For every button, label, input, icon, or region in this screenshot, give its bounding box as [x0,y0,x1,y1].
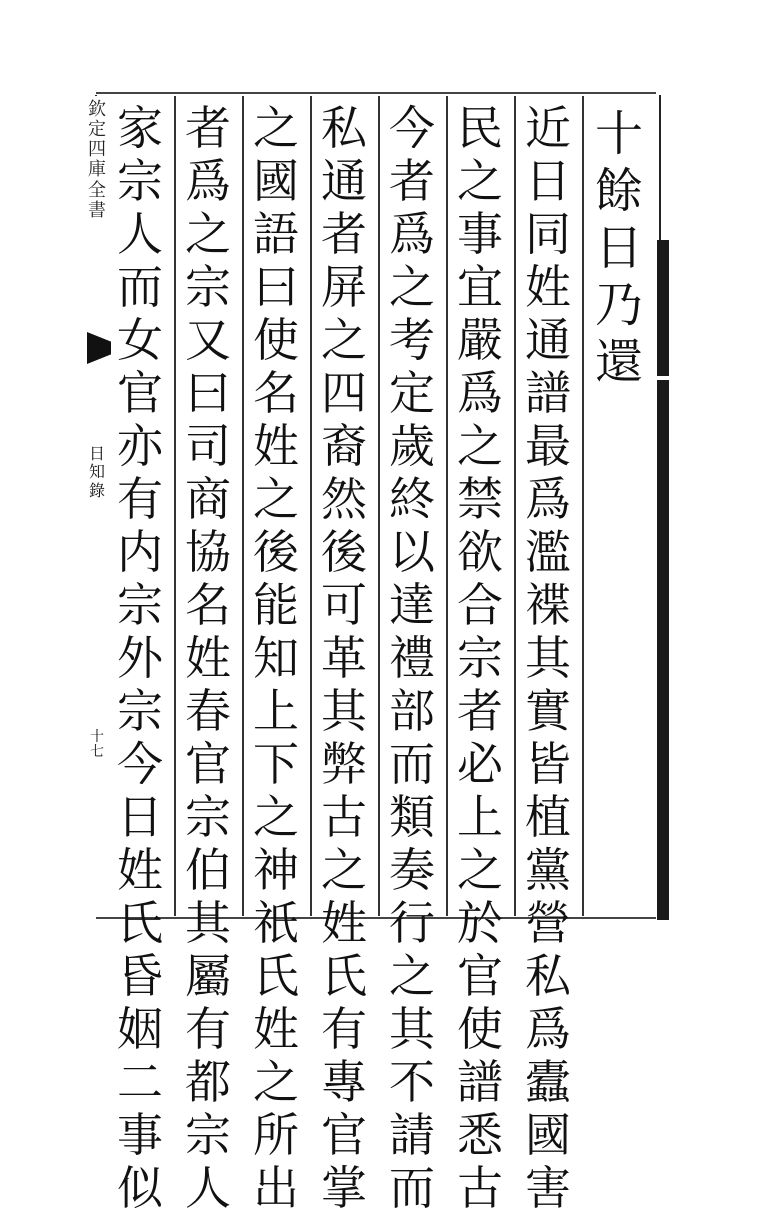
column-rule [514,96,516,916]
glyph: 於 [457,896,503,950]
glyph: 可 [321,578,367,632]
glyph: 官 [117,366,163,420]
glyph: 官 [321,1108,367,1162]
glyph: 考 [389,313,435,367]
glyph: 禮 [389,631,435,685]
column-rule [174,96,176,916]
glyph: 今 [117,737,163,791]
glyph: 之 [253,790,299,844]
glyph: 名 [253,366,299,420]
glyph: 宜 [457,260,503,314]
glyph: 十 [594,106,643,162]
text-column-2 [449,101,511,1218]
glyph: 似 [117,1161,163,1215]
glyph: 商 [185,472,231,526]
glyph: 人 [185,1161,231,1215]
text-column-4 [313,101,375,1218]
glyph: 者 [457,684,503,738]
glyph: 其 [389,1002,435,1056]
glyph: 近 [525,101,571,155]
glyph: 姻 [117,1002,163,1056]
glyph: 四 [321,366,367,420]
glyph: 之 [321,843,367,897]
glyph: 爲 [457,366,503,420]
glyph: 最 [525,419,571,473]
glyph: 人 [117,207,163,261]
glyph: 外 [117,631,163,685]
glyph: 日 [525,154,571,208]
glyph: 神 [253,843,299,897]
glyph: 宗 [185,260,231,314]
glyph: 之 [253,472,299,526]
glyph: 之 [321,313,367,367]
glyph: 不 [389,1055,435,1109]
text-column-7 [109,101,171,1218]
glyph: 二 [117,1055,163,1109]
glyph: 通 [525,313,571,367]
book-title [89,445,105,500]
glyph: 餘 [594,163,643,219]
glyph: 之 [389,260,435,314]
glyph: 全 [88,179,106,201]
glyph: 終 [389,472,435,526]
glyph: 宗 [185,790,231,844]
glyph: 欽 [88,99,106,120]
glyph: 欲 [457,525,503,579]
glyph: 歲 [389,419,435,473]
glyph: 名 [185,578,231,632]
glyph: 專 [321,1055,367,1109]
glyph: 姓 [321,896,367,950]
glyph: 日 [117,790,163,844]
glyph: 都 [185,1055,231,1109]
glyph: 七 [90,743,104,760]
glyph: 錄 [89,480,106,500]
glyph: 宗 [117,154,163,208]
glyph: 使 [457,1002,503,1056]
glyph: 之 [253,101,299,155]
glyph: 氏 [321,949,367,1003]
glyph: 姓 [117,843,163,897]
glyph: 爲 [525,1002,571,1056]
glyph: 語 [253,207,299,261]
glyph: 民 [457,101,503,155]
glyph: 使 [253,313,299,367]
glyph: 宗 [117,578,163,632]
glyph: 皆 [525,737,571,791]
glyph: 之 [253,1055,299,1109]
glyph: 今 [389,101,435,155]
text-column-6 [177,101,239,1218]
text-column-3 [381,101,443,1218]
glyph: 定 [389,366,435,420]
glyph: 革 [321,631,367,685]
glyph: 黨 [525,843,571,897]
glyph: 十 [90,729,104,745]
glyph: 屏 [321,260,367,314]
glyph: 事 [117,1108,163,1162]
glyph: 氏 [117,896,163,950]
glyph: 私 [525,949,571,1003]
glyph: 營 [525,896,571,950]
glyph: 蠹 [525,1055,571,1109]
glyph: 定 [88,119,106,141]
glyph: 者 [321,207,367,261]
glyph: 有 [185,1002,231,1056]
glyph: 合 [457,578,503,632]
edition-label [87,100,107,221]
glyph: 之 [457,419,503,473]
glyph: 必 [457,737,503,791]
glyph: 知 [253,631,299,685]
glyph: 上 [457,790,503,844]
glyph: 植 [525,790,571,844]
glyph: 而 [389,737,435,791]
glyph: 譜 [457,1055,503,1109]
glyph: 者 [185,101,231,155]
glyph: 之 [457,843,503,897]
glyph: 還 [594,334,643,390]
glyph: 古 [457,1161,503,1215]
glyph: 之 [457,154,503,208]
glyph: 能 [253,578,299,632]
glyph: 爲 [185,154,231,208]
glyph: 伯 [185,843,231,897]
glyph: 譜 [525,366,571,420]
glyph: 禁 [457,472,503,526]
glyph: 其 [525,631,571,685]
glyph: 通 [321,154,367,208]
glyph: 者 [389,154,435,208]
glyph: 國 [253,154,299,208]
glyph: 弊 [321,737,367,791]
text-column-1 [517,101,579,1218]
glyph: 宗 [185,1108,231,1162]
column-rule [378,96,380,916]
glyph: 氏 [253,949,299,1003]
glyph: 日 [89,444,106,463]
glyph: 春 [185,684,231,738]
spine-edge [657,240,669,920]
glyph: 宗 [457,631,503,685]
glyph: 昏 [117,949,163,1003]
glyph: 有 [117,472,163,526]
glyph: 協 [185,525,231,579]
glyph: 屬 [185,949,231,1003]
column-rule [310,96,312,916]
glyph: 事 [457,207,503,261]
glyph: 以 [389,525,435,579]
glyph: 官 [457,949,503,1003]
glyph: 祇 [253,896,299,950]
glyph: 四 [88,139,106,161]
glyph: 同 [525,207,571,261]
column-rule [242,96,244,916]
glyph: 國 [525,1108,571,1162]
glyph: 所 [253,1108,299,1162]
top-border [96,92,656,94]
page-number [89,730,105,759]
glyph: 之 [185,207,231,261]
glyph: 家 [117,101,163,155]
glyph: 而 [117,260,163,314]
glyph: 奏 [389,843,435,897]
title-column [592,106,646,395]
glyph: 部 [389,684,435,738]
glyph: 内 [117,525,163,579]
glyph: 出 [253,1161,299,1215]
glyph: 古 [321,790,367,844]
glyph: 知 [89,462,106,482]
glyph: 而 [389,1161,435,1215]
glyph: 然 [321,472,367,526]
glyph: 悉 [457,1108,503,1162]
glyph: 嚴 [457,313,503,367]
glyph: 曰 [185,366,231,420]
glyph: 下 [253,737,299,791]
glyph: 裔 [321,419,367,473]
spine-gap [657,376,669,380]
glyph: 亦 [117,419,163,473]
glyph: 類 [389,790,435,844]
glyph: 爲 [525,472,571,526]
glyph: 姓 [185,631,231,685]
glyph: 害 [525,1161,571,1215]
glyph: 又 [185,313,231,367]
glyph: 上 [253,684,299,738]
glyph: 乃 [594,277,643,333]
glyph: 濫 [525,525,571,579]
glyph: 姓 [253,419,299,473]
glyph: 達 [389,578,435,632]
glyph: 其 [185,896,231,950]
glyph: 私 [321,101,367,155]
column-rule [446,96,448,916]
glyph: 宗 [117,684,163,738]
glyph: 之 [389,949,435,1003]
glyph: 書 [88,199,106,221]
glyph: 後 [253,525,299,579]
glyph: 司 [185,419,231,473]
glyph: 褋 [525,578,571,632]
glyph: 官 [185,737,231,791]
glyph: 請 [389,1108,435,1162]
glyph: 實 [525,684,571,738]
glyph: 後 [321,525,367,579]
glyph: 庫 [88,159,106,181]
glyph: 女 [117,313,163,367]
glyph: 日 [594,220,643,276]
glyph: 姓 [253,1002,299,1056]
glyph: 姓 [525,260,571,314]
glyph: 曰 [253,260,299,314]
column-rule [582,96,584,916]
glyph: 掌 [321,1161,367,1215]
glyph: 有 [321,1002,367,1056]
glyph: 行 [389,896,435,950]
glyph: 其 [321,684,367,738]
glyph: 爲 [389,207,435,261]
text-column-5 [245,101,307,1218]
